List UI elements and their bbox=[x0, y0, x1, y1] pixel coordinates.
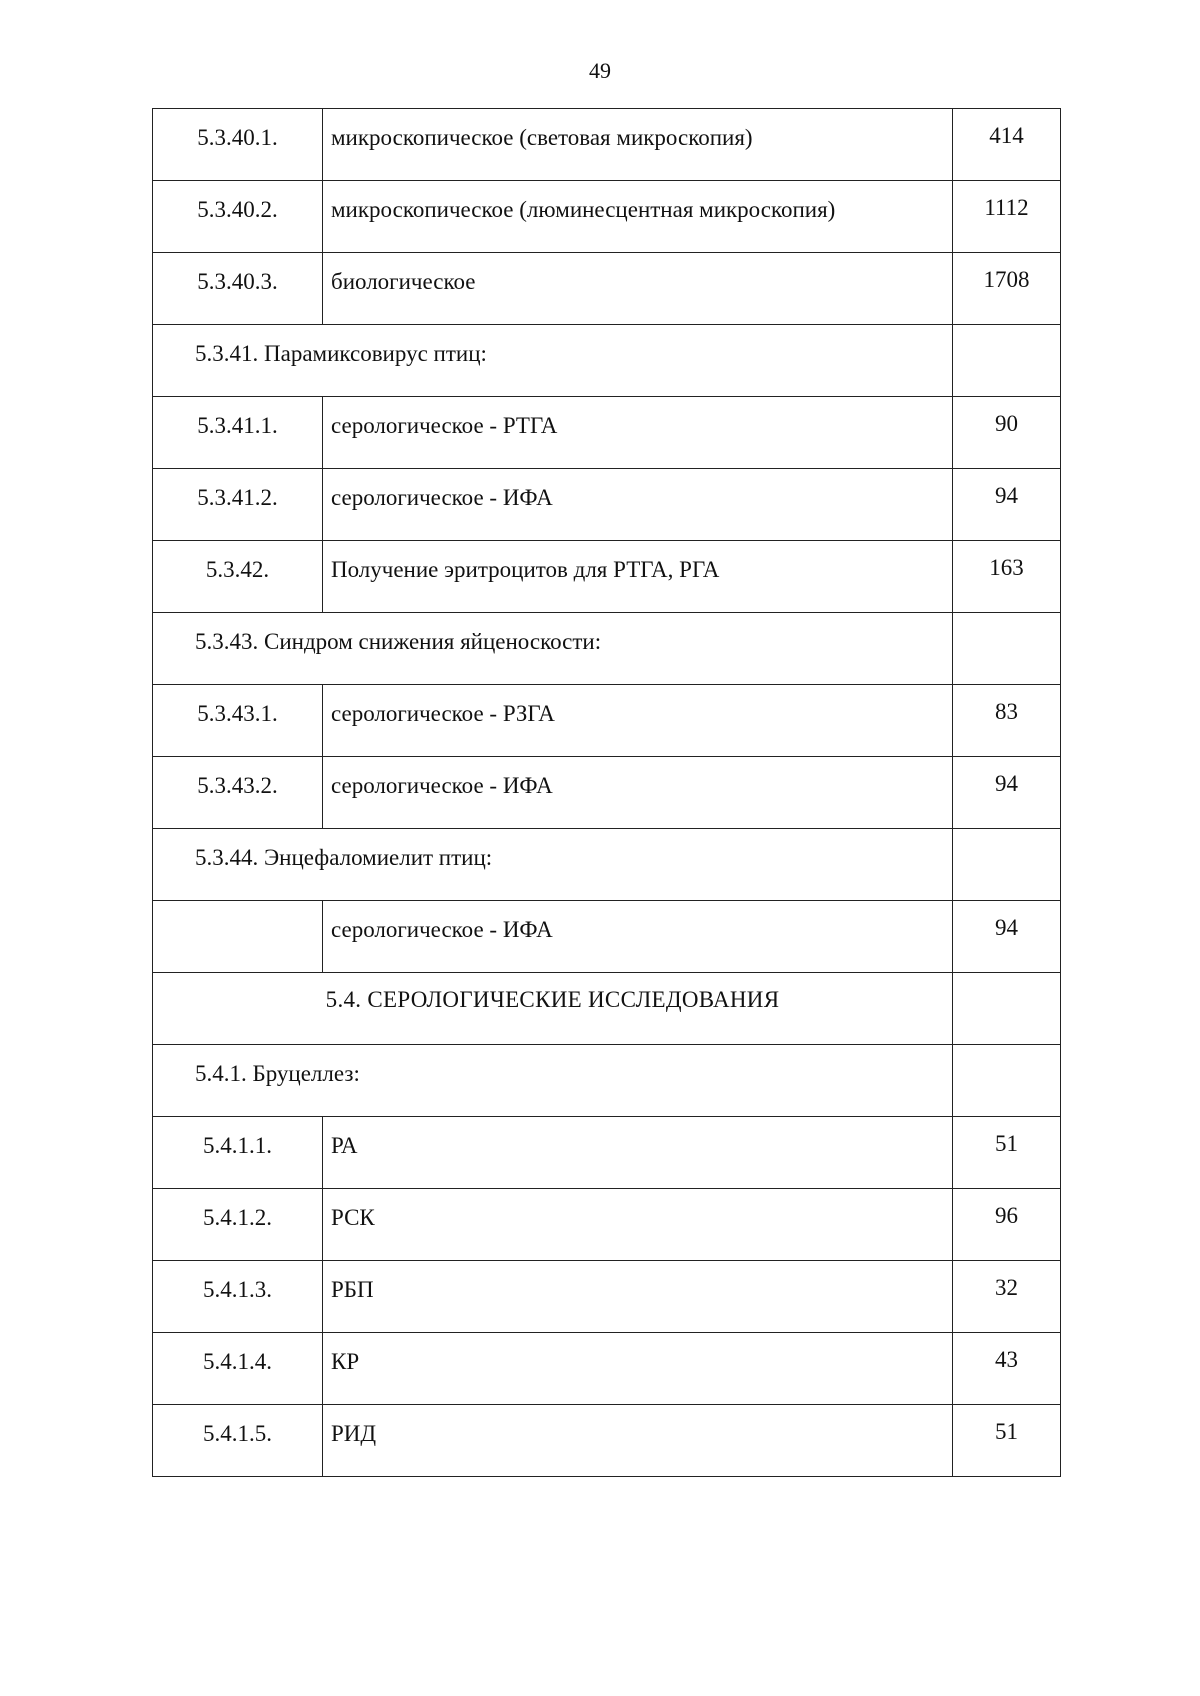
item-code: 5.4.1.4. bbox=[153, 1333, 323, 1405]
table-row bbox=[153, 1189, 1061, 1261]
item-price: 94 bbox=[953, 469, 1061, 541]
item-code: 5.4.1.1. bbox=[153, 1117, 323, 1189]
group-heading-row bbox=[153, 613, 1061, 685]
item-price: 94 bbox=[953, 757, 1061, 829]
item-name: Получение эритроцитов для РТГА, РГА bbox=[323, 541, 953, 613]
item-price: 94 bbox=[953, 901, 1061, 973]
item-price: 163 bbox=[953, 541, 1061, 613]
item-name: серологическое - ИФА bbox=[323, 469, 953, 541]
item-code: 5.4.1.3. bbox=[153, 1261, 323, 1333]
table-row bbox=[153, 541, 1061, 613]
table-row bbox=[153, 1261, 1061, 1333]
section-heading-row bbox=[153, 973, 1061, 1045]
section-title: 5.4. СЕРОЛОГИЧЕСКИЕ ИССЛЕДОВАНИЯ bbox=[153, 973, 953, 1045]
group-heading-row bbox=[153, 325, 1061, 397]
page-number: 49 bbox=[589, 58, 611, 83]
item-name: КР bbox=[323, 1333, 953, 1405]
table-row bbox=[153, 469, 1061, 541]
item-price: 1708 bbox=[953, 253, 1061, 325]
item-price: 32 bbox=[953, 1261, 1061, 1333]
item-name: РИД bbox=[323, 1405, 953, 1477]
item-name: биологическое bbox=[323, 253, 953, 325]
table-row bbox=[153, 397, 1061, 469]
item-price: 83 bbox=[953, 685, 1061, 757]
item-name: серологическое - РЗГА bbox=[323, 685, 953, 757]
item-price: 90 bbox=[953, 397, 1061, 469]
group-title: 5.3.43. Синдром снижения яйценоскости: bbox=[153, 613, 953, 685]
item-code: 5.3.43.2. bbox=[153, 757, 323, 829]
item-name: РСК bbox=[323, 1189, 953, 1261]
empty-price-cell bbox=[953, 973, 1061, 1045]
table-row bbox=[153, 1333, 1061, 1405]
item-code: 5.3.40.1. bbox=[153, 109, 323, 181]
table-row bbox=[153, 901, 1061, 973]
group-title: 5.3.41. Парамиксовирус птиц: bbox=[153, 325, 953, 397]
item-code: 5.3.40.2. bbox=[153, 181, 323, 253]
item-code: 5.4.1.2. bbox=[153, 1189, 323, 1261]
item-name: серологическое - РТГА bbox=[323, 397, 953, 469]
item-code: 5.4.1.5. bbox=[153, 1405, 323, 1477]
item-price: 51 bbox=[953, 1117, 1061, 1189]
table-row bbox=[153, 1405, 1061, 1477]
table-row bbox=[153, 253, 1061, 325]
table-row bbox=[153, 1117, 1061, 1189]
item-code: 5.3.42. bbox=[153, 541, 323, 613]
item-code: 5.3.41.2. bbox=[153, 469, 323, 541]
item-name: микроскопическое (люминесцентная микроскопия) bbox=[323, 181, 953, 253]
price-table bbox=[152, 108, 1061, 1477]
item-code: 5.3.43.1. bbox=[153, 685, 323, 757]
empty-price-cell bbox=[953, 1045, 1061, 1117]
item-name: РА bbox=[323, 1117, 953, 1189]
table-row bbox=[153, 109, 1061, 181]
item-name: серологическое - ИФА bbox=[323, 757, 953, 829]
item-name: серологическое - ИФА bbox=[323, 901, 953, 973]
table-row bbox=[153, 181, 1061, 253]
empty-price-cell bbox=[953, 325, 1061, 397]
item-name: микроскопическое (световая микроскопия) bbox=[323, 109, 953, 181]
group-title: 5.4.1. Бруцеллез: bbox=[153, 1045, 953, 1117]
item-code bbox=[153, 901, 323, 973]
empty-price-cell bbox=[953, 613, 1061, 685]
price-table-body bbox=[153, 109, 1061, 1477]
item-price: 1112 bbox=[953, 181, 1061, 253]
item-code: 5.3.40.3. bbox=[153, 253, 323, 325]
item-code: 5.3.41.1. bbox=[153, 397, 323, 469]
group-heading-row bbox=[153, 829, 1061, 901]
group-heading-row bbox=[153, 1045, 1061, 1117]
group-title: 5.3.44. Энцефаломиелит птиц: bbox=[153, 829, 953, 901]
empty-price-cell bbox=[953, 829, 1061, 901]
item-price: 96 bbox=[953, 1189, 1061, 1261]
table-row bbox=[153, 685, 1061, 757]
item-name: РБП bbox=[323, 1261, 953, 1333]
item-price: 414 bbox=[953, 109, 1061, 181]
table-row bbox=[153, 757, 1061, 829]
item-price: 51 bbox=[953, 1405, 1061, 1477]
item-price: 43 bbox=[953, 1333, 1061, 1405]
